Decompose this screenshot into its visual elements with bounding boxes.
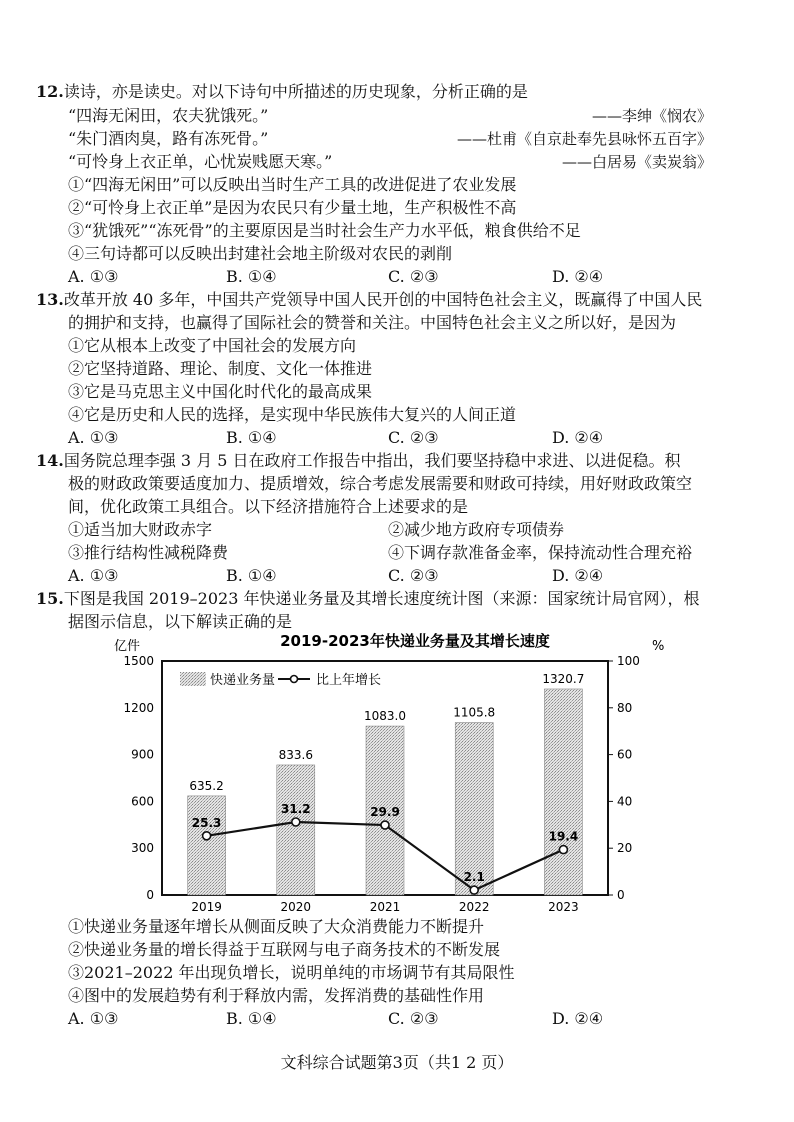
legend-line-label: 比上年增长 bbox=[316, 673, 382, 688]
x-tick-label: 2020 bbox=[280, 900, 312, 914]
growth-value-label: 19.4 bbox=[548, 829, 579, 844]
q13-stem-2: 的拥护和支持，也赢得了国际社会的赞誉和关注。中国特色社会主义之所以好，是因为 bbox=[68, 313, 677, 332]
q12-option-a[interactable]: A. ①③ bbox=[68, 267, 119, 286]
q14-item-3: ③推行结构性减税降费 bbox=[68, 543, 229, 562]
q14-option-d[interactable]: D. ②④ bbox=[552, 566, 604, 585]
q12-stem: 12.读诗，亦是读史。对以下诗句中所描述的历史现象，分析正确的是 bbox=[36, 82, 528, 101]
bar-value-label: 1320.7 bbox=[542, 671, 585, 686]
q12-option-b[interactable]: B. ①④ bbox=[226, 267, 277, 286]
left-tick-label: 900 bbox=[131, 747, 154, 762]
q15-option-a[interactable]: A. ①③ bbox=[68, 1009, 119, 1028]
left-tick-label: 600 bbox=[131, 794, 154, 809]
q14-option-a[interactable]: A. ①③ bbox=[68, 566, 119, 585]
left-ticks bbox=[123, 654, 154, 902]
right-tick-label: 0 bbox=[617, 888, 625, 902]
q12-item-4: ④三句诗都可以反映出封建社会地主阶级对农民的剥削 bbox=[68, 244, 453, 263]
q14-option-b[interactable]: B. ①④ bbox=[226, 566, 277, 585]
q13-item-3: ③它是马克思主义中国化时代化的最高成果 bbox=[68, 382, 373, 401]
q14-stem-1: 14.国务院总理李强 3 月 5 日在政府工作报告中指出，我们要坚持稳中求进、以进促稳。积 bbox=[36, 451, 681, 470]
bar-2023 bbox=[544, 689, 582, 895]
legend-bar-label: 快递业务量 bbox=[210, 673, 276, 688]
bars bbox=[188, 672, 585, 895]
bar-value-label: 833.6 bbox=[278, 747, 313, 762]
bar-2019 bbox=[188, 796, 226, 895]
q15-item-4: ④图中的发展趋势有利于释放内需，发挥消费的基础性作用 bbox=[68, 986, 485, 1005]
x-tick-label: 2023 bbox=[548, 900, 579, 914]
q12-item-3: ③“犹饿死”“冻死骨”的主要原因是当时社会生产力水平低，粮食供给不足 bbox=[68, 221, 581, 240]
legend-bar-swatch bbox=[180, 672, 206, 686]
q14-item-1: ①适当加大财政赤字 bbox=[68, 520, 213, 539]
q12-option-c[interactable]: C. ②③ bbox=[388, 267, 439, 286]
q14-stem-2: 极的财政政策要适度加力、提质增效，综合考虑发展需要和财政可持续，用好财政政策空 bbox=[68, 474, 693, 493]
q13-item-1: ①它从根本上改变了中国社会的发展方向 bbox=[68, 336, 357, 355]
x-tick-label: 2021 bbox=[369, 900, 401, 914]
page-footer: 文科综合试题第3页（共1 2 页） bbox=[280, 1053, 514, 1072]
q12-item-1: ①“四海无闲田”可以反映出当时生产工具的改进促进了农业发展 bbox=[68, 175, 517, 194]
q12-option-d[interactable]: D. ②④ bbox=[552, 267, 604, 286]
q12-poem-3: “可怜身上衣正单，心忧炭贱愿天寒。” bbox=[68, 152, 333, 171]
q15-stem-2: 据图示信息，以下解读正确的是 bbox=[68, 612, 293, 631]
q14-item-2: ②减少地方政府专项债券 bbox=[388, 520, 565, 539]
bar-value-label: 1105.8 bbox=[453, 705, 496, 720]
q15-option-b[interactable]: B. ①④ bbox=[226, 1009, 277, 1028]
q13-option-c[interactable]: C. ②③ bbox=[388, 428, 439, 447]
left-tick-label: 1500 bbox=[123, 654, 154, 668]
right-tick-label: 100 bbox=[617, 654, 640, 668]
chart-title: 2019-2023年快递业务量及其增长速度 bbox=[280, 632, 550, 650]
right-ticks bbox=[608, 654, 640, 902]
right-tick-label: 40 bbox=[617, 794, 633, 809]
x-labels bbox=[191, 900, 578, 914]
right-axis-label: % bbox=[652, 639, 665, 654]
bar-2020 bbox=[277, 765, 315, 895]
q13-option-b[interactable]: B. ①④ bbox=[226, 428, 277, 447]
legend-line-marker bbox=[291, 676, 298, 683]
x-tick-label: 2019 bbox=[191, 900, 222, 914]
q15-option-d[interactable]: D. ②④ bbox=[552, 1009, 604, 1028]
left-tick-label: 0 bbox=[146, 888, 154, 902]
legend bbox=[180, 672, 381, 688]
express-chart bbox=[110, 628, 680, 918]
q12-poem-2-source: ——杜甫《自京赴奉先县咏怀五百字》 bbox=[456, 130, 712, 148]
bar-value-label: 635.2 bbox=[189, 778, 224, 793]
q15-item-3: ③2021–2022 年出现负增长，说明单纯的市场调节有其局限性 bbox=[68, 963, 515, 982]
x-tick-label: 2022 bbox=[458, 900, 490, 914]
q15-option-c[interactable]: C. ②③ bbox=[388, 1009, 439, 1028]
right-tick-label: 20 bbox=[617, 841, 633, 856]
q13-option-d[interactable]: D. ②④ bbox=[552, 428, 604, 447]
q12-poem-1-source: ——李绅《悯农》 bbox=[591, 107, 712, 125]
right-tick-label: 60 bbox=[617, 747, 633, 762]
q14-item-4: ④下调存款准备金率，保持流动性合理充裕 bbox=[388, 543, 693, 562]
q13-item-2: ②它坚持道路、理论、制度、文化一体推进 bbox=[68, 359, 373, 378]
q15-item-2: ②快递业务量的增长得益于互联网与电子商务技术的不断发展 bbox=[68, 940, 501, 959]
left-axis-label: 亿件 bbox=[113, 639, 140, 654]
growth-point-2019 bbox=[203, 832, 211, 840]
growth-point-2020 bbox=[292, 818, 300, 826]
q13-stem-1: 13.改革开放 40 多年，中国共产党领导中国人民开创的中国特色社会主义，既赢得了中国人民 bbox=[36, 290, 703, 309]
q15-stem-1: 15.下图是我国 2019–2023 年快递业务量及其增长速度统计图（来源：国家统计局官网），根 bbox=[36, 589, 700, 608]
q13-item-4: ④它是历史和人民的选择，是实现中华民族伟大复兴的人间正道 bbox=[68, 405, 517, 424]
growth-value-label: 31.2 bbox=[280, 801, 311, 816]
growth-point-2021 bbox=[381, 821, 389, 829]
growth-point-2023 bbox=[559, 846, 567, 854]
q12-item-2: ②“可怜身上衣正单”是因为农民只有少量土地，生产积极性不高 bbox=[68, 198, 517, 217]
q12-poem-1: “四海无闲田，农夫犹饿死。” bbox=[68, 106, 269, 125]
growth-value-label: 25.3 bbox=[191, 815, 222, 830]
q14-option-c[interactable]: C. ②③ bbox=[388, 566, 439, 585]
left-tick-label: 300 bbox=[131, 841, 154, 856]
growth-value-label: 29.9 bbox=[370, 805, 400, 820]
growth-point-2022 bbox=[470, 886, 478, 894]
bar-value-label: 1083.0 bbox=[364, 709, 406, 724]
left-tick-label: 1200 bbox=[123, 700, 154, 715]
q13-option-a[interactable]: A. ①③ bbox=[68, 428, 119, 447]
q15-item-1: ①快递业务量逐年增长从侧面反映了大众消费能力不断提升 bbox=[68, 917, 485, 936]
q14-stem-3: 间，优化政策工具组合。以下经济措施符合上述要求的是 bbox=[68, 497, 469, 516]
right-tick-label: 80 bbox=[617, 700, 633, 715]
growth-value-label: 2.1 bbox=[463, 870, 485, 885]
q12-poem-2: “朱门酒肉臭，路有冻死骨。” bbox=[68, 129, 269, 148]
q12-poem-3-source: ——白居易《卖炭翁》 bbox=[561, 153, 712, 171]
